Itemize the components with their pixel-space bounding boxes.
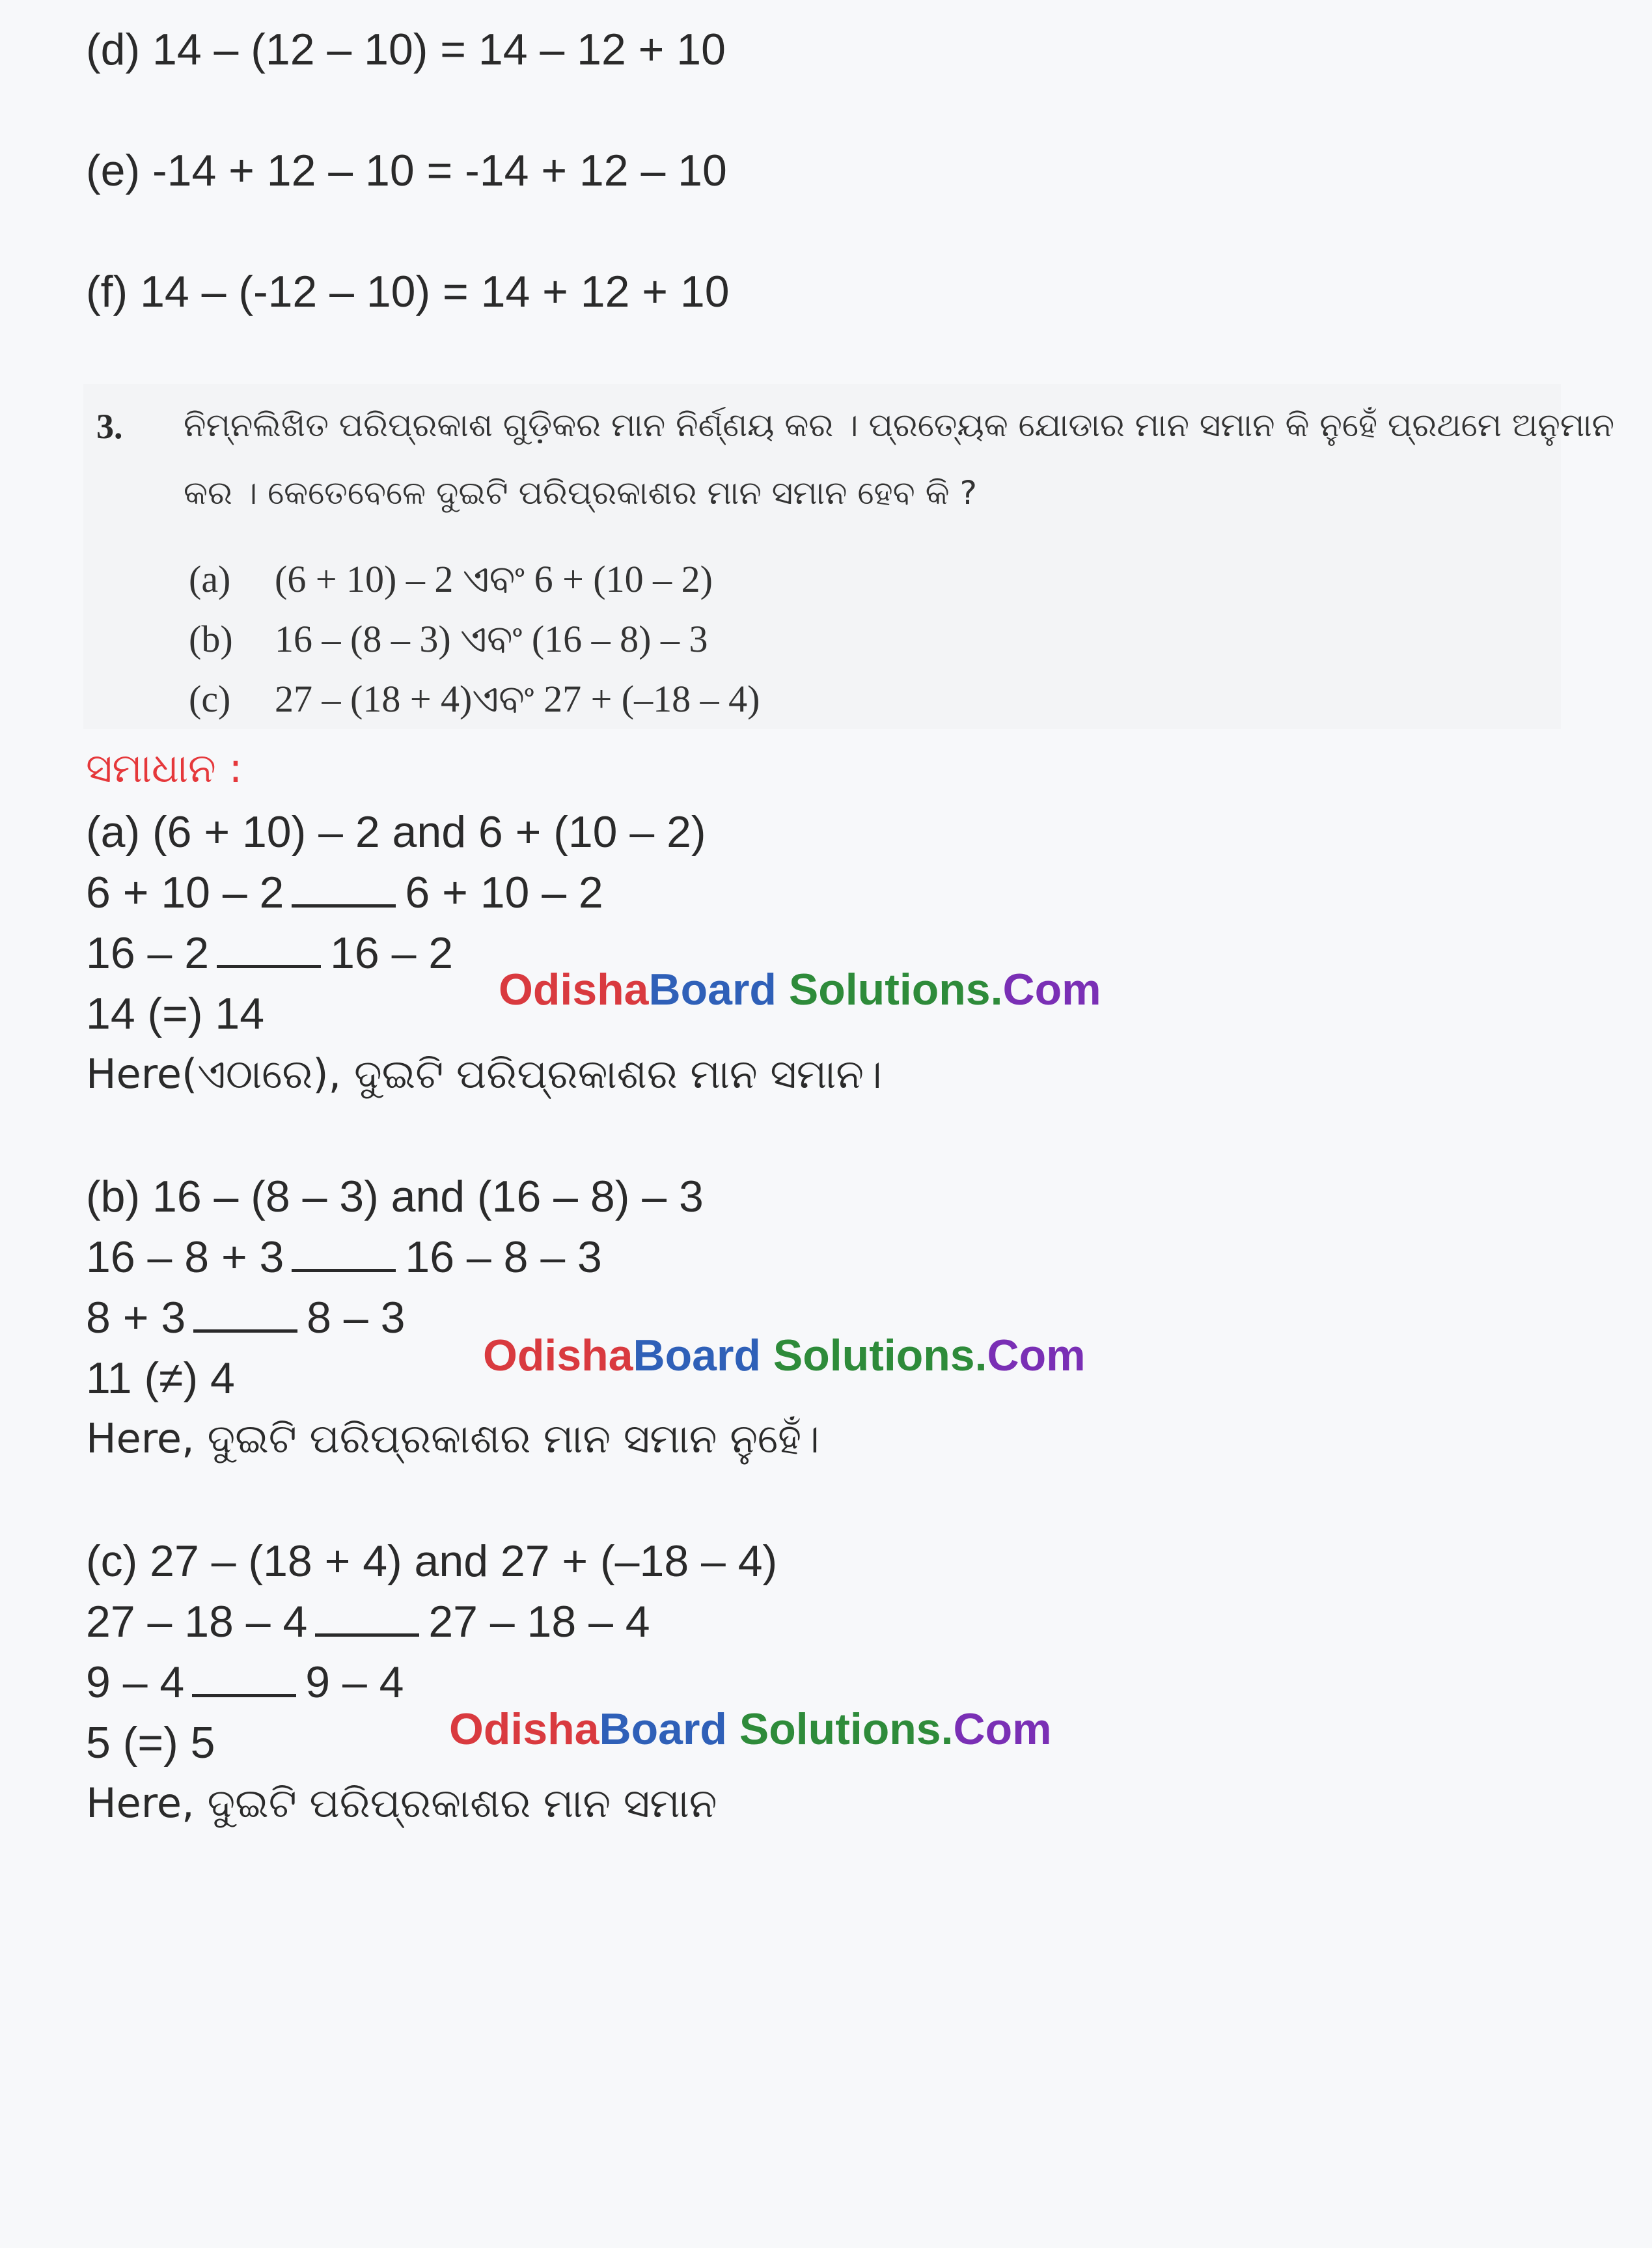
question-number: 3. [96, 407, 123, 446]
part-b-step1 [86, 1231, 602, 1283]
step-left: 8 + 3 [86, 1293, 186, 1342]
part-c-step1 [86, 1596, 650, 1648]
part-a-step1 [86, 867, 603, 919]
question-option-a [189, 553, 713, 605]
part-c-step2 [86, 1656, 404, 1708]
option-text: (6 + 10) – 2 ଏବଂ 6 + (10 – 2) [275, 558, 713, 600]
prev-item-e: (e) -14 + 12 – 10 = -14 + 12 – 10 [86, 146, 727, 195]
solution-heading: ସମାଧାନ : [86, 744, 243, 792]
part-b-conclusion: Here, ଦୁଇଟି ପରିପ୍ରକାଶର ମାନ ସମାନ ନୁହେଁ। [86, 1415, 820, 1462]
prev-item-f: (f) 14 – (-12 – 10) = 14 + 12 + 10 [86, 267, 730, 316]
step-right: 6 + 10 – 2 [405, 868, 603, 917]
option-text: 16 – (8 – 3) ଏବଂ (16 – 8) – 3 [275, 618, 708, 660]
step-left: 16 – 2 [86, 928, 210, 978]
part-a-title: (a) (6 + 10) – 2 and 6 + (10 – 2) [86, 807, 706, 857]
watermark: OdishaBoard Solutions.Com [483, 1331, 1086, 1380]
blank-line [292, 904, 396, 908]
step-right: 27 – 18 – 4 [428, 1597, 650, 1646]
step-right: 9 – 4 [305, 1658, 404, 1707]
step-left: 9 – 4 [86, 1658, 185, 1707]
option-label: (b) [189, 618, 233, 660]
part-c-conclusion: Here, ଦୁଇଟି ପରିପ୍ରକାଶର ମାନ ସମାନ [86, 1779, 717, 1827]
part-c-result: 5 (=) 5 [86, 1718, 215, 1768]
option-label: (c) [189, 678, 231, 720]
step-right: 16 – 8 – 3 [405, 1232, 602, 1282]
part-a-conclusion: Here(ଏଠାରେ), ଦୁଇଟି ପରିପ୍ରକାଶର ମାନ ସମାନ। [86, 1050, 882, 1098]
blank-line [315, 1633, 419, 1637]
step-left: 16 – 8 + 3 [86, 1232, 284, 1282]
question-text-line1: ନିମ୍ନଲିଖିତ ପରିପ୍ରକାଶ ଗୁଡ଼ିକର ମାନ ନିର୍ଣ୍ଣୟ କର । ପ୍ରତ୍ୟେକ ଯୋଡାର ମାନ ସମାନ କି ନୁହେଁ ପ୍ରଥମେ ଅନୁମାନ [184, 406, 1615, 444]
part-b-title: (b) 16 – (8 – 3) and (16 – 8) – 3 [86, 1172, 704, 1221]
option-label: (a) [189, 558, 231, 600]
question-text-line2: କର । କେତେବେଳେ ଦୁଇଟି ପରିପ୍ରକାଶର ମାନ ସମାନ ହେବ କି ? [184, 474, 977, 512]
prev-item-d: (d) 14 – (12 – 10) = 14 – 12 + 10 [86, 25, 726, 74]
watermark: OdishaBoard Solutions.Com [449, 1704, 1052, 1754]
blank-line [292, 1269, 396, 1272]
watermark: OdishaBoard Solutions.Com [499, 965, 1101, 1014]
question-option-b [189, 613, 708, 665]
step-left: 6 + 10 – 2 [86, 868, 284, 917]
step-right: 8 – 3 [307, 1293, 406, 1342]
question-option-c [189, 673, 760, 725]
part-c-title: (c) 27 – (18 + 4) and 27 + (–18 – 4) [86, 1536, 778, 1586]
part-a-step2 [86, 927, 453, 979]
option-text: 27 – (18 + 4)ଏବଂ 27 + (–18 – 4) [275, 678, 760, 720]
part-b-step2 [86, 1292, 405, 1344]
blank-line [193, 1329, 297, 1333]
step-left: 27 – 18 – 4 [86, 1597, 308, 1646]
part-b-result: 11 (≠) 4 [86, 1353, 235, 1403]
blank-line [217, 965, 321, 968]
blank-line [192, 1694, 296, 1697]
step-right: 16 – 2 [330, 928, 454, 978]
part-a-result: 14 (=) 14 [86, 989, 265, 1038]
